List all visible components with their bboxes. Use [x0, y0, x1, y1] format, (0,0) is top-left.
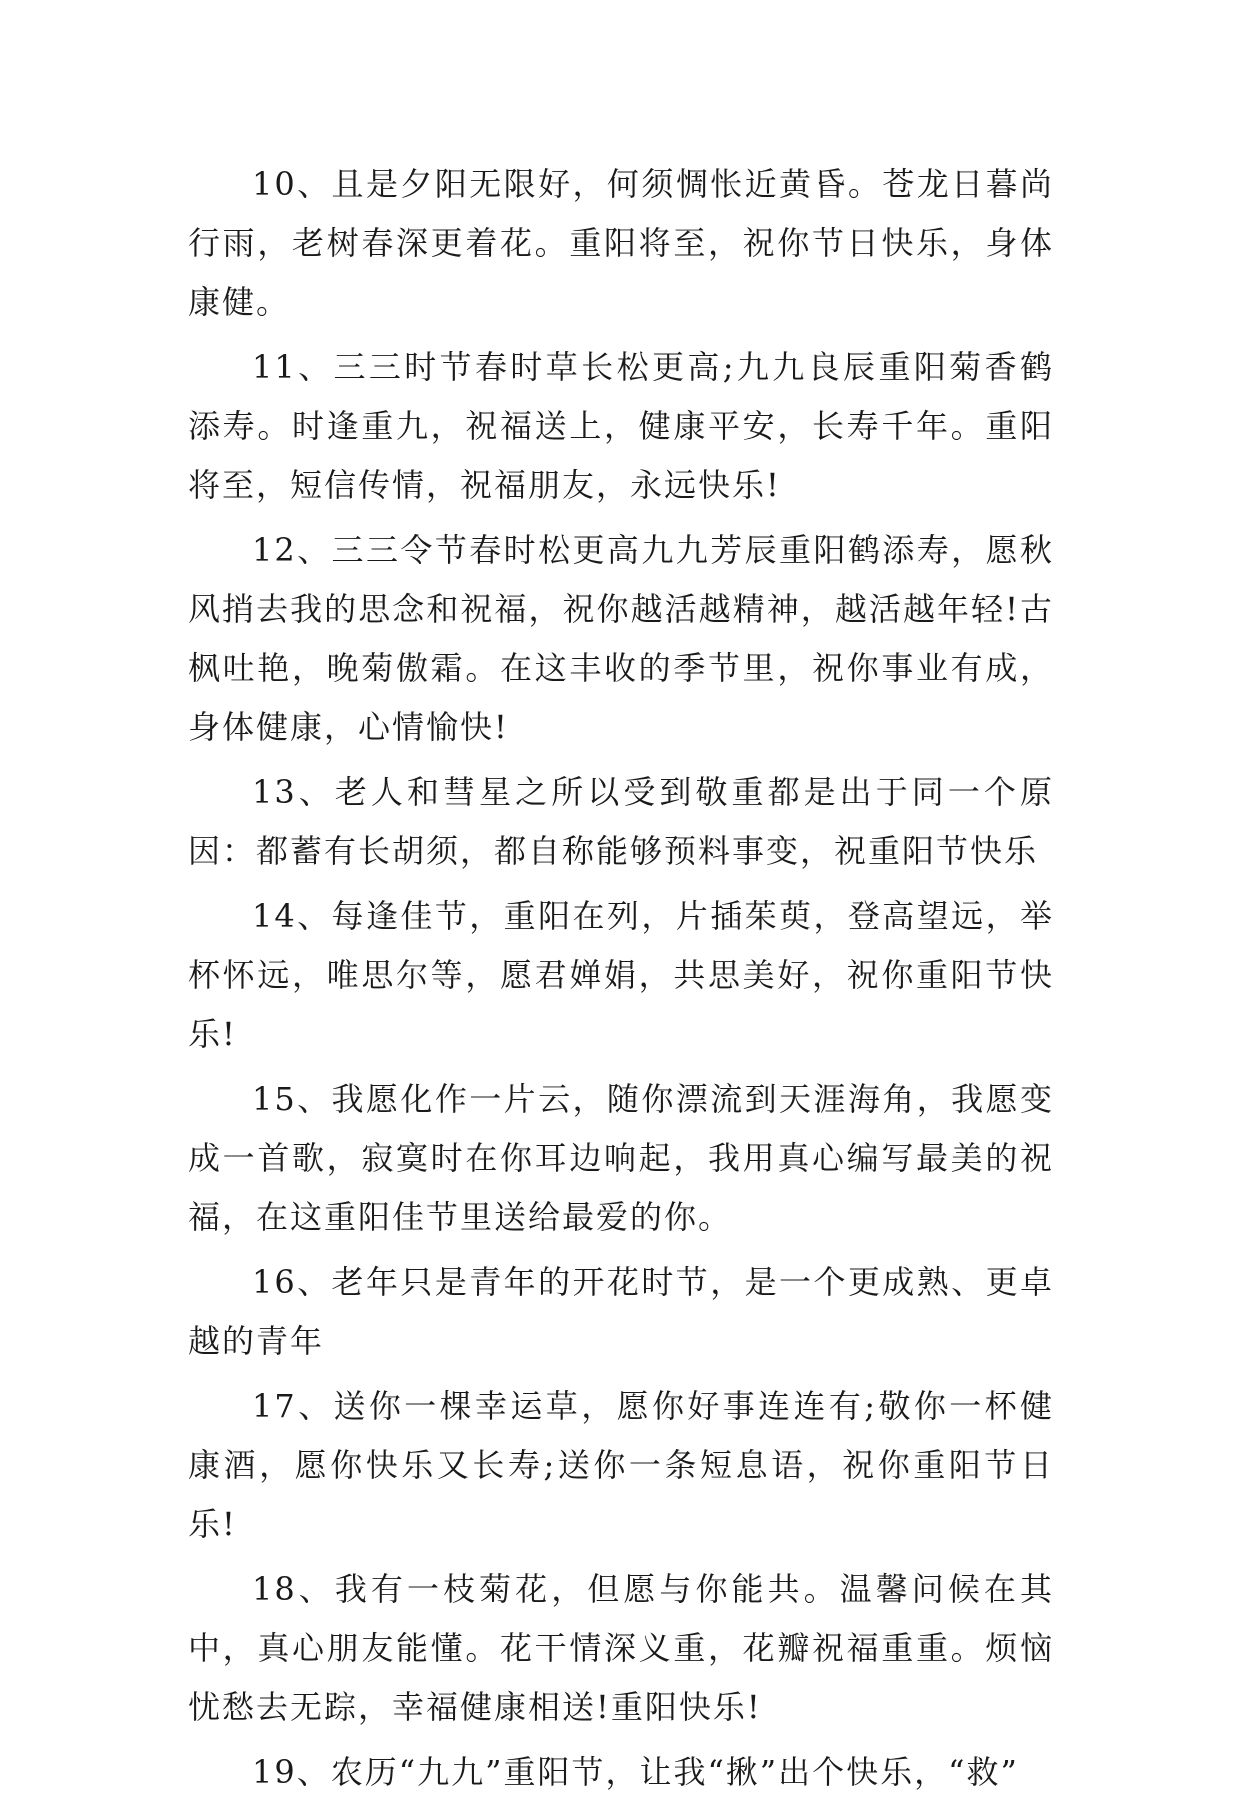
paragraph-10: 10、且是夕阳无限好，何须惆怅近黄昏。苍龙日暮尚行雨，老树春深更着花。重阳将至，祝你节日快乐，身体康健。	[188, 165, 1054, 321]
paragraph-12: 12、三三令节春时松更高九九芳辰重阳鹤添寿，愿秋风捎去我的思念和祝福，祝你越活越精神，越活越年轻!古枫吐艳，晚菊傲霜。在这丰收的季节里，祝你事业有成，身体健康，心情愉快!	[188, 531, 1054, 746]
document-body	[188, 155, 1054, 1808]
paragraph-16: 16、老年只是青年的开花时节，是一个更成熟、更卓越的青年	[188, 1263, 1054, 1360]
paragraph-18: 18、我有一枝菊花，但愿与你能共。温馨问候在其中，真心朋友能懂。花干情深义重，花瓣祝福重重。烦恼忧愁去无踪，幸福健康相送!重阳快乐!	[188, 1570, 1054, 1726]
paragraph-11: 11、三三时节春时草长松更高;九九良辰重阳菊香鹤添寿。时逢重九，祝福送上，健康平安，长寿千年。重阳将至，短信传情，祝福朋友，永远快乐!	[188, 348, 1054, 504]
paragraph-19: 19、农历“九九”重阳节，让我“揪”出个快乐，“救”	[252, 1753, 1019, 1791]
paragraph-17: 17、送你一棵幸运草，愿你好事连连有;敬你一杯健康酒，愿你快乐又长寿;送你一条短息语，祝你重阳节日乐!	[188, 1387, 1054, 1543]
paragraph-13: 13、老人和彗星之所以受到敬重都是出于同一个原因：都蓄有长胡须，都自称能够预料事变，祝重阳节快乐	[188, 773, 1054, 870]
paragraph-15: 15、我愿化作一片云，随你漂流到天涯海角，我愿变成一首歌，寂寞时在你耳边响起，我用真心编写最美的祝福，在这重阳佳节里送给最爱的你。	[188, 1080, 1054, 1236]
paragraph-14: 14、每逢佳节，重阳在列，片插茱萸，登高望远，举杯怀远，唯思尔等，愿君婵娟，共思美好，祝你重阳节快乐!	[188, 897, 1054, 1053]
